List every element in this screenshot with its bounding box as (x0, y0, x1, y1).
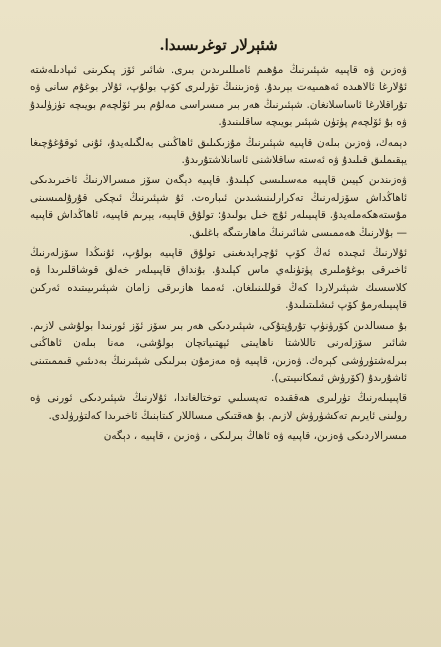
paragraph-7: مىسرالاردىكى ۋەزىن، قاپىيە ۋە ئاھاڭ بىرلىكى ، ۋەزىن ، قاپىيە ، دېگەن (103, 430, 407, 443)
paragraph-1: ۋەزىن ۋە قاپىيە شېئىرنىڭ مۇھىم ئامىللىرىدىن بىرى. شائىر ئۆز پىكرىنى ئىپادىلەشتە ئۇلارغا ئالاھىدە ئەھمىيەت بېرىدۇ. ۋەزىننىڭ تۈرلىرى كۆپ بولۇپ، ئۇلار بوغۇم سانى ۋە تۇراقلارغا ئاساسلانغان. شېئىرنىڭ ھەر بىر مىسراسى مەلۇم بىر ئۆلچەم بويىچە تۈزۈلىدۇ ۋە بۇ ئۆلچەم پۈتۈن شېئىر بويىچە ساقلىنىدۇ. (30, 64, 407, 129)
paragraph-3: ۋەزىندىن كېيىن قاپىيە مەسىلىسى كېلىدۇ. قاپىيە دېگەن سۆز مىسرالارنىڭ ئاخىرىدىكى ئاھاڭداش سۆزلەرنىڭ تەكرارلىنىشىدىن ئىبارەت. ئۇ شېئىرنىڭ ئىچكى قۇرۇلمىسىنى مۇستەھكەملەيدۇ. قاپىيىلەر ئۇچ خىل بولىدۇ: تولۇق قاپىيە، يېرىم قاپىيە، ئاھاڭداش قاپىيە — بۇلارنىڭ ھەممىسى شائىرنىڭ ماھارىتىگە باغلىق. (30, 174, 407, 239)
paragraph-4: ئۇلارنىڭ ئىچىدە ئەڭ كۆپ ئۇچرايدىغىنى تولۇق قاپىيە بولۇپ، ئۇنىڭدا سۆزلەرنىڭ ئاخىرقى بوغۇملىرى پۈتۈنلەي ماس كېلىدۇ. بۇنداق قاپىيىلەر خەلق قوشاقلىرىدا ۋە كلاسسىك شېئىرلاردا كەڭ قوللىنىلغان. ئەمما ھازىرقى زامان شېئىرىيىتىدە ئەركىن قاپىيىلەرمۇ كۆپ ئىشلىتىلىدۇ. (30, 247, 407, 312)
paragraph-5: بۇ مىسالدىن كۆرۈنۈپ تۇرۇپتۇكى، شېئىردىكى ھەر بىر سۆز ئۆز ئورنىدا بولۇشى لازىم. شائىر سۆزلەرنى تاللاشتا ناھايىتى ئېھتىياتچان بولۇشى، مەنا بىلەن ئاھاڭنى بىرلەشتۈرۈشى كېرەك. ۋەزىن، قاپىيە ۋە مەزمۇن بىرلىكى شېئىرنىڭ بەدىئىي قىممىتىنى ئاشۇرىدۇ (كۆرۈش ئىمكانىيىتى). (30, 319, 407, 384)
page-title: شئېرلار توغرىسىدا. (159, 36, 278, 54)
paragraph-6: قاپىيىلەرنىڭ تۈرلىرى ھەققىدە تەپسىلىي توختالغاندا، ئۇلارنىڭ شېئىردىكى ئورنى ۋە رولىنى ئايرىم تەكشۈرۈش لازىم. بۇ ھەقتىكى مىساللار كىتابنىڭ ئاخىرىدا كەلتۈرۈلدى. (30, 392, 407, 422)
paragraph-2: دېمەك، ۋەزىن بىلەن قاپىيە شېئىرنىڭ مۇزىكىلىق ئاھاڭىنى بەلگىلەيدۇ، ئۇنى ئوقۇغۇچىغا يېقىملىق قىلىدۇ ۋە ئەستە ساقلاشنى ئاسانلاشتۇرىدۇ. (30, 136, 407, 167)
